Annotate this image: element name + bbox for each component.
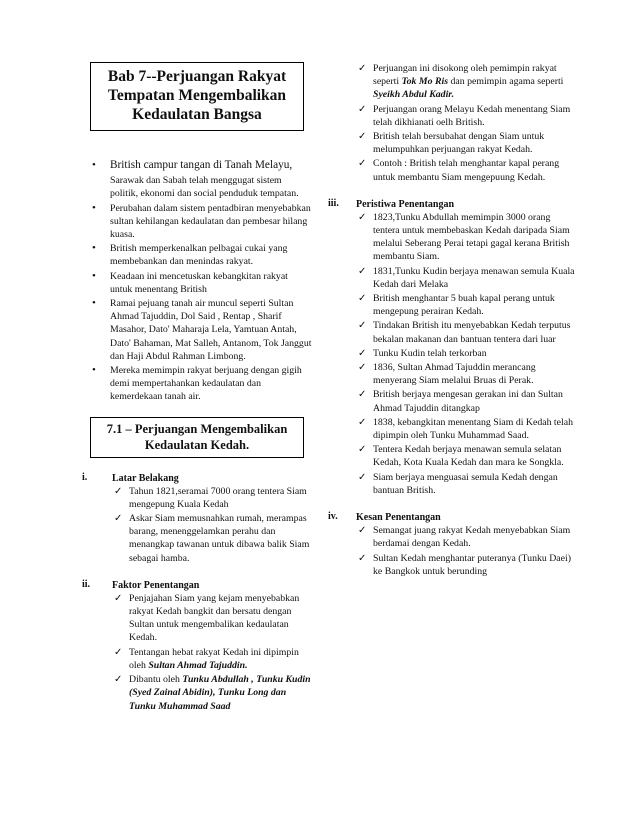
check-list-continued	[356, 62, 578, 184]
check-item: ✓ 1831,Tunku Kudin berjaya menawan semula Kuala Kedah dari Melaka	[356, 265, 578, 291]
check-item: ✓ Tentera Kedah berjaya menawan semula selatan Kedah, Kota Kuala Kedah dan mara ke Songkla.	[356, 443, 578, 469]
leader-name: Syeikh Abdul Kadir.	[373, 89, 455, 101]
check-item	[356, 62, 578, 102]
chapter-title-box	[90, 62, 304, 131]
subsection-title: Peristiwa Penentangan	[356, 198, 455, 210]
intro-bullet: • Mereka memimpin rakyat berjuang dengan gigih demi mempertahankan kedaulatan dan kemerdekaan tanah air.	[82, 364, 312, 404]
subsection-number: i.	[82, 471, 88, 483]
check-item: ✓ Tahun 1821,seramai 7000 orang tentera Siam mengepung Kuala Kedah	[112, 485, 312, 511]
check-list	[112, 592, 312, 713]
right-column	[328, 62, 578, 579]
check-item: ✓ 1838, kebangkitan menentang Siam di Kedah telah dipimpin oleh Tunku Muhammad Saad.	[356, 416, 578, 442]
section-title: 7.1 – Perjuangan Mengembalikan Kedaulatan Kedah.	[106, 421, 288, 452]
check-list	[112, 485, 312, 565]
check-item-text: Dibantu oleh	[129, 674, 183, 686]
check-item: ✓ Perjuangan orang Melayu Kedah menentang Siam telah dikhianati oelh British.	[356, 103, 578, 129]
check-item: ✓ Siam berjaya menguasai semula Kedah dengan bantuan British.	[356, 471, 578, 497]
subsection-peristiwa-penentangan	[328, 198, 578, 497]
intro-bullet: • Keadaan ini mencetuskan kebangkitan rakyat untuk menentang British	[82, 270, 312, 296]
check-item: ✓ British menghantar 5 buah kapal perang untuk mengepung perairan Kedah.	[356, 292, 578, 318]
intro-bullet: • British memperkenalkan pelbagai cukai yang membebankan dan menindas rakyat.	[82, 242, 312, 268]
intro-bullet-list	[82, 159, 312, 404]
check-item: ✓ Penjajahan Siam yang kejam menyebabkan rakyat Kedah bangkit dan bersatu dengan Sultan untuk mengembalikan kedaulatan Kedah.	[112, 592, 312, 645]
left-column	[82, 62, 312, 714]
check-item: ✓ Tindakan British itu menyebabkan Kedah terputus bekalan makanan dan bantuan tentera dari luar	[356, 319, 578, 345]
leader-names: Tunku Abdullah , Tunku Kudin (Syed Zainal Abidin), Tunku Long dan Tunku Muhammad Saad	[129, 674, 311, 712]
subsection-faktor-penentangan	[82, 579, 312, 713]
subsection-number: iv.	[328, 511, 338, 523]
subsection-title: Faktor Penentangan	[112, 579, 200, 591]
check-item: ✓ British berjaya mengesan gerakan ini dan Sultan Ahmad Tajuddin ditangkap	[356, 388, 578, 414]
check-item-text: Tentangan hebat rakyat Kedah ini dipimpin oleh	[129, 646, 299, 671]
subsection-title: Latar Belakang	[112, 472, 179, 484]
check-item: ✓ Semangat juang rakyat Kedah menyebabkan Siam berdamai dengan Kedah.	[356, 524, 578, 550]
subsection-kesan-penentangan	[328, 511, 578, 578]
check-item: ✓ Sultan Kedah menghantar puteranya (Tunku Daei) ke Bangkok untuk berunding	[356, 552, 578, 578]
subsection-number: iii.	[328, 197, 339, 209]
check-item-text: dan pemimpin agama seperti	[448, 76, 564, 88]
intro-bullet: • British campur tangan di Tanah Melayu,	[82, 159, 312, 172]
section-title-box	[90, 417, 304, 458]
intro-bullet: • Ramai pejuang tanah air muncul seperti Sultan Ahmad Tajuddin, Dol Said , Rentap , Sharif Masahor, Dato' Maharaja Lela, Yamtuan Antah, Dato' Bahaman, Mat Salleh, Antanom, Tok Janggut dan Haji Abdul Rahman Limbong.	[82, 297, 312, 363]
check-list	[356, 524, 578, 578]
check-item: ✓ Contoh : British telah menghantar kapal perang untuk membantu Siam mengepuung Kedah.	[356, 157, 578, 183]
intro-bullet: • Perubahan dalam sistem pentadbiran menyebabkan sultan kehilangan kedaulatan dan pembesar hilang kuasa.	[82, 202, 312, 242]
subsection-number: ii.	[82, 578, 91, 590]
leader-name: Tok Mo Ris	[401, 76, 449, 88]
check-item: ✓ Askar Siam memusnahkan rumah, merampas barang, menenggelamkan perahu dan menangkap tawanan untuk dibawa balik Siam sebagai hamba.	[112, 512, 312, 565]
leader-name: Sultan Ahmad Tajuddin.	[148, 659, 248, 671]
check-list	[356, 211, 578, 497]
check-item: ✓ British telah bersubahat dengan Siam untuk melumpuhkan perjuangan rakyat Kedah.	[356, 130, 578, 156]
check-item: ✓ 1836, Sultan Ahmad Tajuddin merancang menyerang Siam melalui Bruas di Perak.	[356, 361, 578, 387]
check-item-text: Perjuangan ini disokong oleh pemimpin rakyat seperti	[373, 63, 557, 88]
check-item	[112, 646, 312, 672]
check-item	[112, 673, 312, 713]
check-item: ✓ 1823,Tunku Abdullah memimpin 3000 orang tentera untuk membebaskan Kedah daripada Siam melalui Seberang Perai tetapi gagal kerana British membantu Siam.	[356, 211, 578, 264]
intro-bullet: Sarawak dan Sabah telah menggugat sistem politik, ekonomi dan social penduduk tempatan.	[110, 175, 299, 200]
subsection-latar-belakang	[82, 472, 312, 565]
subsection-title: Kesan Penentangan	[356, 512, 441, 524]
check-item: ✓ Tunku Kudin telah terkorban	[356, 347, 578, 360]
chapter-title: Bab 7--Perjuangan Rakyat Tempatan Mengembalikan Kedaulatan Bangsa	[107, 68, 287, 123]
